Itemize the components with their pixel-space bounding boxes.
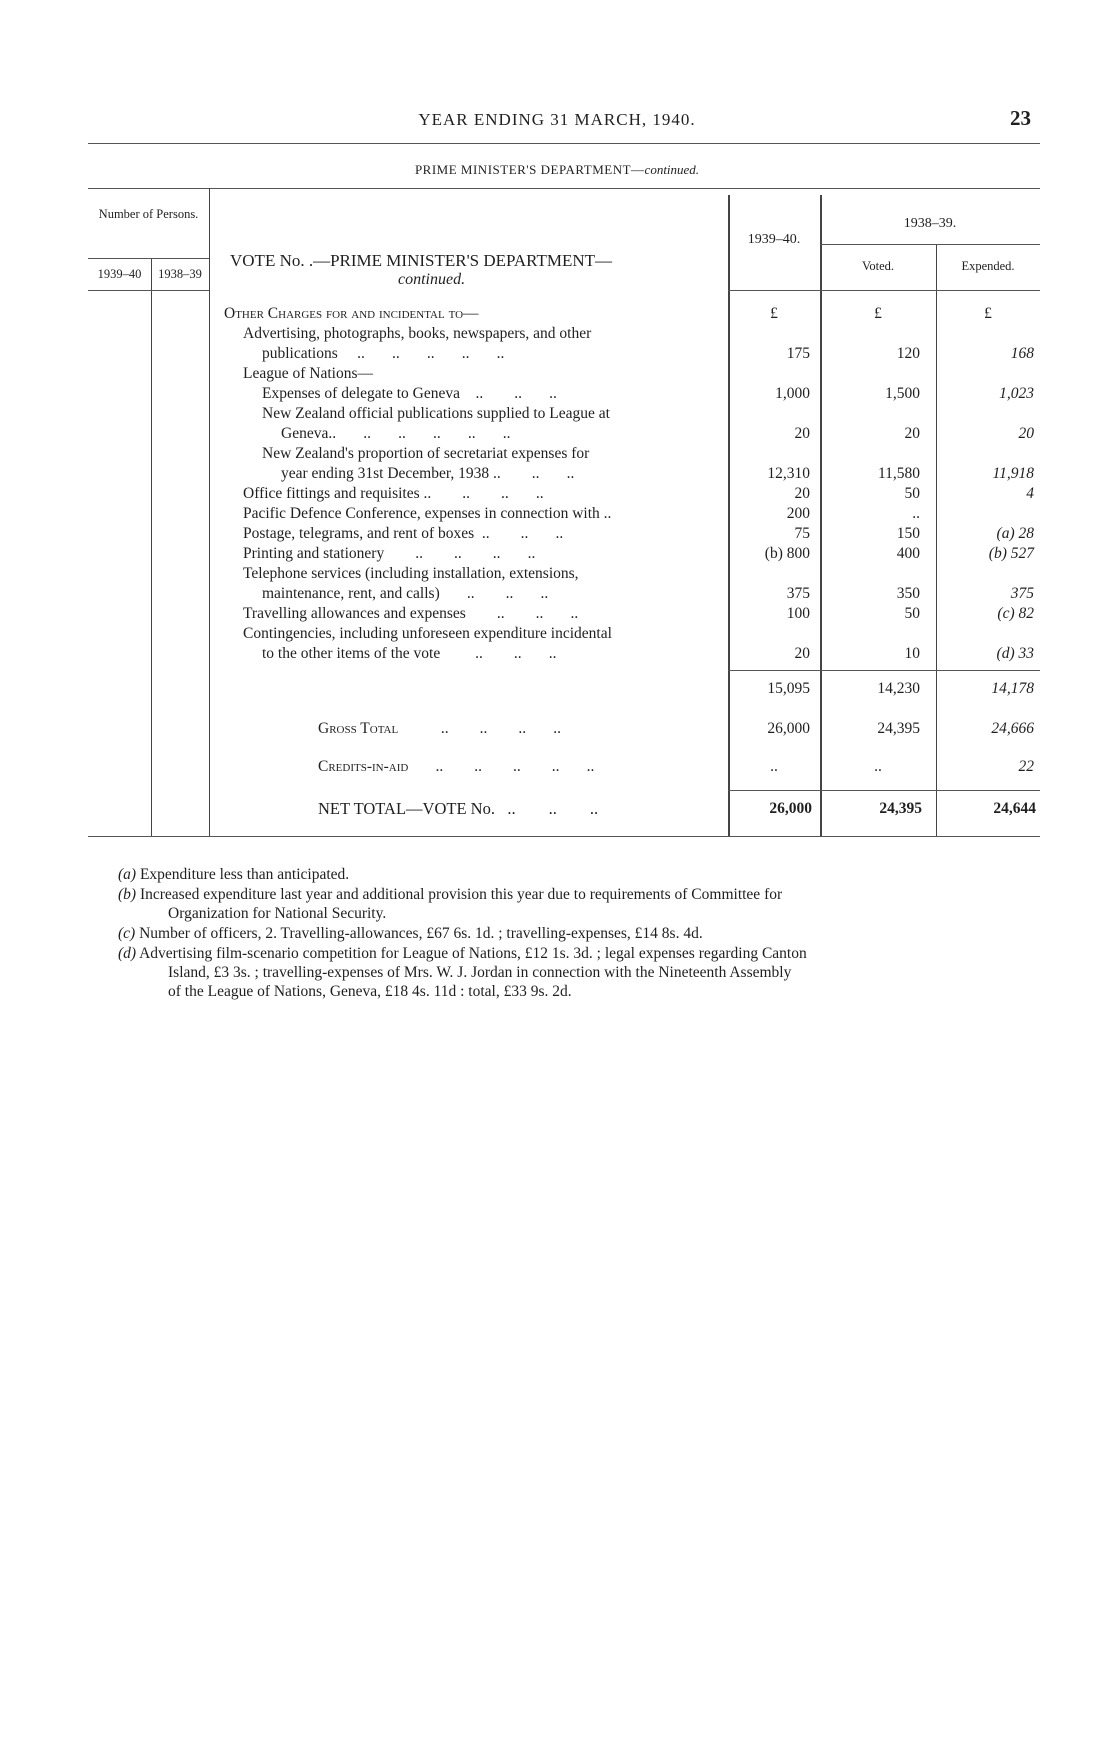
gross-total-label: Gross Total .. .. .. ..: [318, 720, 561, 737]
section-subtitle: PRIME MINISTER'S DEPARTMENT—continued.: [414, 162, 700, 177]
header-rule: [728, 290, 1040, 291]
footnote-d: (d) Advertising film-scenario competition for League of Nations, £12 1s. 3d. ; legal expenses regarding Canton: [118, 945, 807, 962]
cell-voted: 400: [896, 545, 920, 562]
cell-expended: 20: [1018, 425, 1034, 442]
col-header-voted: Voted.: [861, 259, 895, 273]
page-number: 23: [1010, 106, 1031, 130]
net-total-voted: 24,395: [879, 800, 922, 817]
cell-expended: 375: [1010, 585, 1034, 602]
currency-symbol: £: [770, 305, 778, 322]
subtotal-expended: 14,178: [991, 680, 1034, 697]
gross-total-1939-40: 26,000: [767, 720, 810, 737]
cell-voted: 1,500: [885, 385, 920, 402]
col-divider: [209, 188, 210, 836]
col-header-expended: Expended.: [961, 259, 1015, 273]
footnote-c: (c) Number of officers, 2. Travelling-allowances, £67 6s. 1d. ; travelling-expenses, £14 8s. 4d.: [118, 925, 703, 942]
col-header-1938-39: 1938–39.: [903, 216, 957, 231]
vote-title-continued: continued.: [398, 271, 466, 288]
cell-expended: (d) 33: [996, 645, 1034, 662]
cell-expended: 168: [1010, 345, 1034, 362]
row-label: New Zealand's proportion of secretariat expenses for: [262, 445, 590, 462]
cell-expended: 1,023: [999, 385, 1034, 402]
cell-1939-40: 100: [786, 605, 810, 622]
row-label: Postage, telegrams, and rent of boxes .. .. ..: [243, 525, 564, 542]
cell-1939-40: (b) 800: [764, 545, 810, 562]
page-header-title: YEAR ENDING 31 MARCH, 1940.: [418, 110, 696, 129]
currency-symbol: £: [874, 305, 882, 322]
row-label: Printing and stationery .. .. .. ..: [243, 545, 536, 562]
net-total-label: NET TOTAL—VOTE No. .. .. ..: [318, 799, 599, 818]
row-label: to the other items of the vote .. .. ..: [262, 645, 557, 662]
cell-1939-40: 75: [794, 525, 810, 542]
footnote-d-cont: Island, £3 3s. ; travelling-expenses of Mrs. W. J. Jordan in connection with the Nineteenth Assembly: [168, 964, 792, 981]
cell-voted: 10: [904, 645, 920, 662]
row-label: Office fittings and requisites .. .. .. ..: [243, 485, 544, 502]
col-header-1939-40: 1939–40.: [747, 232, 801, 247]
cell-voted: 50: [904, 605, 920, 622]
credits-in-aid-label: Credits-in-aid .. .. .. .. ..: [318, 758, 595, 775]
cell-expended: (b) 527: [988, 545, 1034, 562]
footnote-a: (a) Expenditure less than anticipated.: [118, 866, 350, 883]
cell-voted: 350: [896, 585, 920, 602]
subtotal-voted: 14,230: [877, 680, 920, 697]
footnote-b-cont: Organization for National Security.: [168, 905, 387, 922]
row-label: Geneva.. .. .. .. .. ..: [281, 425, 511, 442]
persons-col-1938: 1938–39: [158, 267, 202, 281]
credits-1939-40: ..: [770, 758, 778, 775]
cell-expended: 11,918: [992, 465, 1034, 482]
row-label: publications .. .. .. .. ..: [262, 345, 505, 362]
cell-1939-40: 20: [794, 645, 810, 662]
footnote-b: (b) Increased expenditure last year and additional provision this year due to requirements of Committee for: [118, 886, 783, 903]
persons-col-1939: 1939–40: [97, 267, 142, 281]
section-heading: Other Charges for and incidental to—: [224, 305, 479, 322]
row-label: Contingencies, including unforeseen expenditure incidental: [243, 625, 612, 642]
cell-voted: 150: [896, 525, 920, 542]
cell-1939-40: 200: [786, 505, 810, 522]
cell-voted: ..: [912, 505, 920, 522]
vote-title: VOTE No. .—PRIME MINISTER'S DEPARTMENT—: [230, 251, 613, 270]
row-label: New Zealand official publications supplied to League at: [262, 405, 610, 422]
header-rule: [820, 244, 1040, 245]
cell-1939-40: 20: [794, 425, 810, 442]
cell-expended: 4: [1026, 485, 1034, 502]
header-rule: [88, 290, 209, 291]
header-rule: [88, 258, 209, 259]
row-label: Expenses of delegate to Geneva .. .. ..: [262, 385, 557, 402]
credits-expended: 22: [1018, 758, 1034, 775]
row-label: maintenance, rent, and calls) .. .. ..: [262, 585, 549, 602]
cell-expended: (c) 82: [997, 605, 1034, 622]
footnote-d-cont: of the League of Nations, Geneva, £18 4s. 11d : total, £33 9s. 2d.: [168, 983, 572, 1000]
gross-total-expended: 24,666: [991, 720, 1034, 737]
header-rule: [88, 143, 1040, 144]
cell-voted: 20: [904, 425, 920, 442]
cell-1939-40: 175: [786, 345, 810, 362]
credits-voted: ..: [874, 758, 882, 775]
table-bottom-rule: [88, 836, 1040, 837]
persons-header: Number of Persons.: [98, 207, 199, 221]
row-label: League of Nations—: [243, 365, 373, 382]
cell-expended: (a) 28: [996, 525, 1034, 542]
net-total-1939-40: 26,000: [769, 800, 812, 817]
row-label: Travelling allowances and expenses .. .. ..: [243, 605, 579, 622]
net-total-expended: 24,644: [993, 800, 1036, 817]
currency-symbol: £: [984, 305, 992, 322]
col-divider: [151, 258, 152, 836]
cell-voted: 50: [904, 485, 920, 502]
row-label: Telephone services (including installation, extensions,: [243, 565, 579, 582]
cell-voted: 120: [896, 345, 920, 362]
table-top-rule: [88, 188, 1040, 189]
cell-1939-40: 12,310: [767, 465, 810, 482]
row-label: Pacific Defence Conference, expenses in connection with ..: [243, 505, 612, 522]
cell-voted: 11,580: [877, 465, 920, 482]
row-label: year ending 31st December, 1938 .. .. ..: [281, 465, 575, 482]
gross-total-voted: 24,395: [877, 720, 920, 737]
cell-1939-40: 20: [794, 485, 810, 502]
subtotal-1939-40: 15,095: [767, 680, 810, 697]
subtotal-rule: [728, 670, 1040, 671]
cell-1939-40: 1,000: [775, 385, 810, 402]
row-label: Advertising, photographs, books, newspapers, and other: [243, 325, 592, 342]
cell-1939-40: 375: [786, 585, 810, 602]
net-total-rule: [728, 790, 1040, 791]
